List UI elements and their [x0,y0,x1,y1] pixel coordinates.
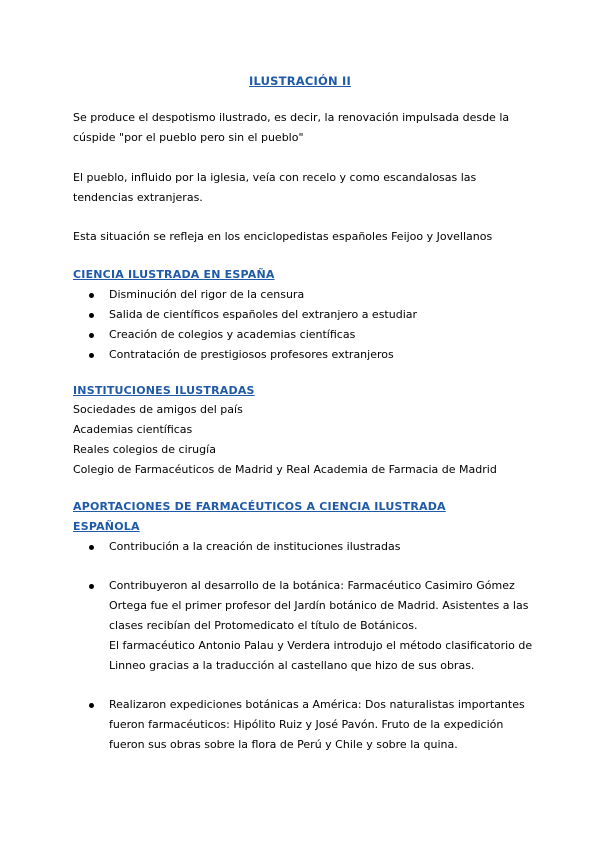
intro-paragraph-2: El pueblo, influido por la iglesia, veía con recelo y como escandalosas las tendencias extranjeras. [73,171,477,204]
intro-paragraph-3: Esta situación se refleja en los enciclopedistas españoles Feijoo y Jovellanos [73,230,493,243]
heading-instituciones: INSTITUCIONES ILUSTRADAS [73,384,255,397]
list-item: Contratación de prestigiosos profesores extranjeros [73,345,533,365]
list-item: Disminución del rigor de la censura [73,285,533,305]
bullet-icon [89,584,94,589]
list-item: Colegio de Farmacéuticos de Madrid y Real Academia de Farmacia de Madrid [73,463,497,476]
list-item: Creación de colegios y academias científicas [73,325,533,345]
heading-ciencia-ilustrada: CIENCIA ILUSTRADA EN ESPAÑA [73,268,275,281]
list-item: Realizaron expediciones botánicas a América: Dos naturalistas importantes fueron farmacéuticos: Hipólito Ruiz y José Pavón. Fruto de la expedición fueron sus obras sobre la flora de Perú y Chile y sobre la quina. [73,695,533,755]
list-item: Salida de científicos españoles del extranjero a estudiar [73,305,533,325]
heading-aportaciones: APORTACIONES DE FARMACÉUTICOS A CIENCIA ILUSTRADA ESPAÑOLA [73,500,446,533]
bullet-icon [89,703,94,708]
list-item [73,576,533,676]
bullet-icon [89,353,94,358]
bullet-icon [89,333,94,338]
instituciones-list [73,400,497,480]
list-item-text: Contribuyeron al desarrollo de la botánica: Farmacéutico Casimiro Gómez Ortega fue el primer profesor del Jardín botánico de Madrid. Asistentes a las clases recibían del Protomedicato el título de Botánicos. [109,579,529,632]
aportaciones-list [73,537,533,755]
list-item: Sociedades de amigos del país [73,403,243,416]
list-item-text: El farmacéutico Antonio Palau y Verdera introdujo el método clasificatorio de Linneo gracias a la traducción al castellano que hizo de sus obras. [109,639,533,672]
bullet-icon [89,545,94,550]
list-item: Academias científicas [73,423,193,436]
list-item: Reales colegios de cirugía [73,443,216,456]
intro-paragraph-1: Se produce el despotismo ilustrado, es decir, la renovación impulsada desde la cúspide "por el pueblo pero sin el pueblo" [73,111,510,144]
list-item: Contribución a la creación de instituciones ilustradas [73,537,533,557]
bullet-icon [89,313,94,318]
page-title: ILUSTRACIÓN II [249,74,351,88]
bullet-icon [89,293,94,298]
ciencia-list [73,285,533,365]
